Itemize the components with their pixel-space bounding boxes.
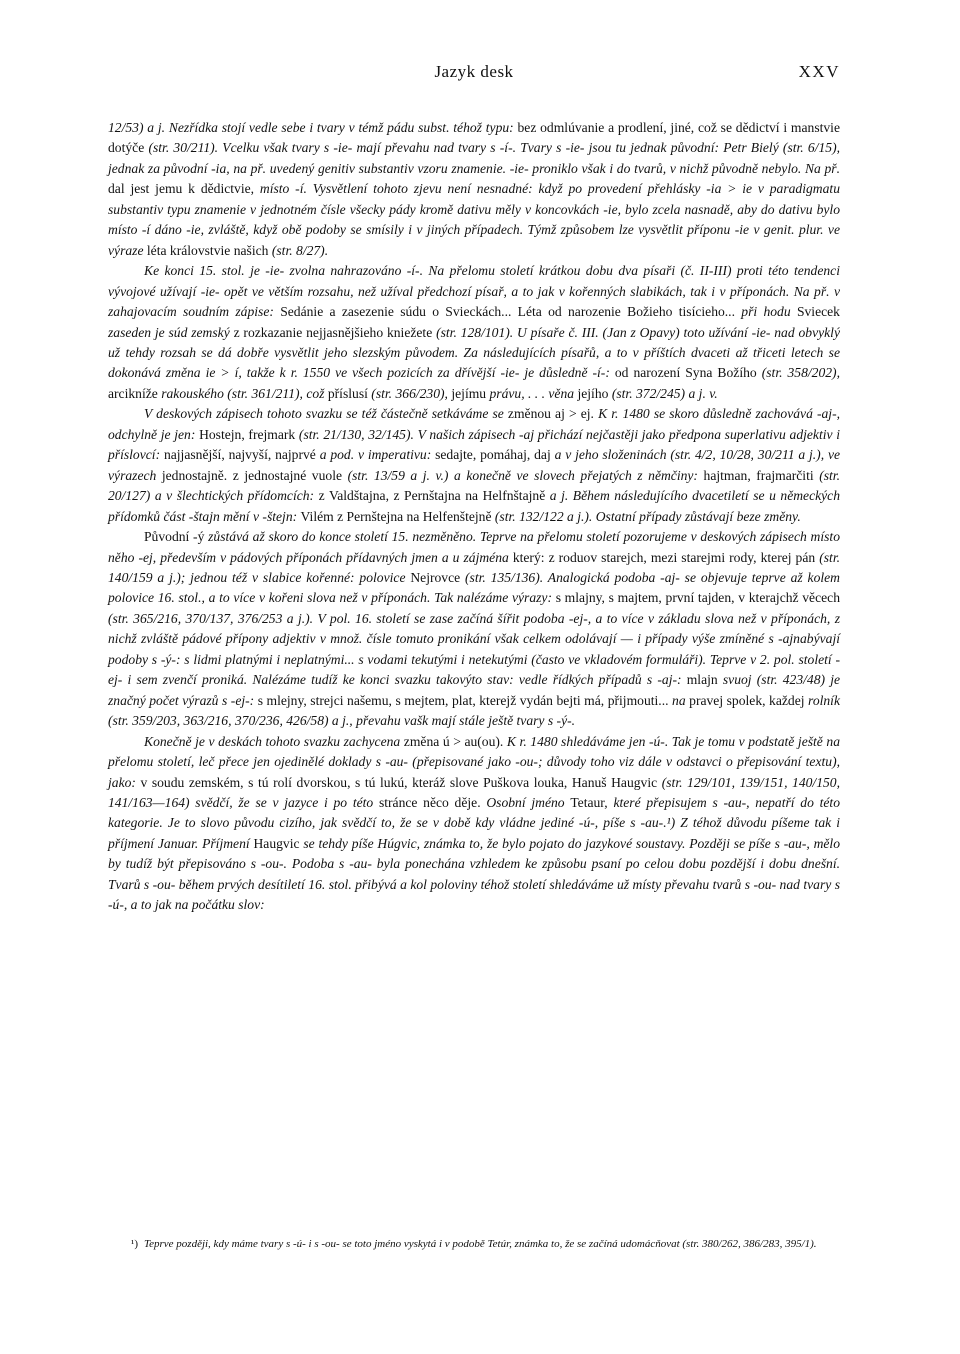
roman-text-run: Hostejn, frejmark xyxy=(199,426,299,442)
roman-text-run: z rozkazanie nejjasnějšieho kniežete xyxy=(233,324,437,340)
paragraph xyxy=(108,118,840,261)
roman-text-run: v soudu zemském, s tú rolí dvorskou, s tú lukú, kteráž slove Puškova louka, Hanuš Haugvic xyxy=(140,774,662,790)
italic-text-run: se tehdy píše Húgvic, známka to, že bylo pojato do jazykové soustavy. Později se píše s -au-, mělo by tudíž být přepisováno s -ou-. Podoba s -au- byla ponechána vzhledem ke způsobu psaní po celou dobu pozdější i dobu dnešní. Tvarů s -ou- během prvých desítiletí 16. stol. přibývá a kol poloviny téhož století shledáváme už místy převahu tvarů s -ou- nad tvary s -ú-, a to jak na počátku slov: xyxy=(108,835,841,913)
roman-text-run: hajtman, frajmarčiti xyxy=(703,467,820,483)
italic-text-run: Konečně je v deskách tohoto svazku zachycena xyxy=(144,733,404,749)
roman-text-run: pravej spolek, každej xyxy=(689,692,809,708)
roman-text-run: dal jest jemu k dědictvie, xyxy=(108,181,260,197)
italic-text-run: (str. 129/101, 139/151, 140/150, 141/163—164) svědčí, že se v jazyce i po této xyxy=(108,774,840,810)
roman-text-run: s mlajny, s majtem, první tajden, v kterajchž věcech xyxy=(555,590,840,606)
footnote xyxy=(108,1236,840,1253)
italic-text-run: při hodu xyxy=(741,304,797,320)
paragraph xyxy=(108,261,840,404)
roman-text-run: změnou aj > ej. xyxy=(507,406,599,422)
roman-text-run: stránce něco děje. xyxy=(378,794,487,810)
italic-text-run: 12/53) a j. Nezřídka stojí vedle sebe i tvary v témž pádu subst. téhož typu: xyxy=(108,120,518,135)
italic-text-run: Ke konci 15. stol. je -ie- zvolna nahrazováno -í-. Na přelomu století krátkou dobu dva písaři (č. II-III) proti této tendenci vývojové užívají -ie- opět ve větším rozsahu, než užíval předchozí písař, a to jak v kořenných slabikách, tak i v příponách. Na př. v zahajovacím soudním zápise: xyxy=(108,263,840,320)
roman-text-run: jednostajně. z jednostajné vuole xyxy=(161,467,348,483)
paragraph xyxy=(108,404,840,527)
roman-text-run: sedajte, pomáhaj, daj xyxy=(435,447,555,463)
italic-text-run: místo -í. Vysvětlení tohoto zjevu není nesnadné: když po provedení přehlásky -ia > ie v paradigmatu substantiv typu znamenie v jednotném čísle všecky pády kromě dativu měly v koncovkách -ie, bylo zcela nasnadě, aby do dativu bylo místo -í dáno -ie, zvláště, když obě podoby se smísily i v jiných případech. Týmž způsobem lze vysvětlit příponu -ie v genit. plur. ve výraze xyxy=(108,181,840,258)
italic-text-run: (str. 128/101). U písaře č. III. (Jan z Opavy) toto užívání -ie- nad obvyklý už tehdy rozsah se dá dobře vysvětlit jeho slezským původem. Za následujících písařů, a to v příštích dvaceti až třiceti letech se dokonává změna ie > í, takže k r. 1550 ve všech pozicích za dřívější -ie- je důsledně -í-: xyxy=(108,324,840,381)
footnote-text: Teprve později, kdy máme tvary s -ú- i s -ou- se toto jméno vyskytá i v podobě Tetúr, známka to, že se začíná udomácňovat (str. 380/262, 386/283, 395/1). xyxy=(144,1238,817,1250)
roman-text-run: s mlejny, strejci našemu, s mejtem, plat, kterejž vydán bejti má, přijmouti... xyxy=(257,692,673,708)
italic-text-run: zůstává až skoro do konce století 15. nezměněno. Teprve na přelomu století pozorujeme v deskových zápisech místo něho -ej, především v pádových příponách přídavných jmen a u zájména xyxy=(108,529,840,565)
italic-text-run: (str. 132/122 a j.). Ostatní případy zůstávají beze změny. xyxy=(494,508,801,524)
italic-text-run: a j. Během následujícího dvacetiletí se u německých přídomků část -štajn mění v -štejn: xyxy=(108,488,841,524)
page-header xyxy=(108,62,840,90)
running-head: Jazyk desk xyxy=(434,62,514,81)
italic-text-run: V deskových zápisech tohoto svazku se též částečně setkáváme se xyxy=(144,406,508,422)
italic-text-run: které přepisujem s -au-, nepatří do této kategorie. Je to slovo původu cizího, jak svědčí to, že se v době kdy vládne jediné -ú-, píše s -au-.¹) Z téhož důvodu píšeme tak i příjmení Januar. Příjmení xyxy=(108,794,840,851)
italic-text-run: Osobní jméno xyxy=(486,794,571,810)
italic-text-run: na xyxy=(672,692,690,708)
italic-text-run: zaseden je súd zemský xyxy=(108,324,234,340)
paragraph xyxy=(108,527,840,732)
footnote-mark: ¹) xyxy=(131,1238,138,1250)
italic-text-run: (str. 358/202), xyxy=(761,365,840,381)
italic-text-run: (str. 372/245) a j. v. xyxy=(611,385,718,401)
roman-text-run: Sedánie a zasezenie súdu o Svieckách... Léta od narozenie Božieho tisícieho... xyxy=(280,304,742,320)
italic-text-run: K r. 1480 shledáváme jen -ú-. Tak je tomu v podstatě ještě na přelomu století, leč přece jen ojedinělé doklady s -au- (přepisované jako -ou-; důvody toho viz dále v odstavci o přepisování textu), jako: xyxy=(108,733,840,790)
italic-text-run: (str. 366/230), xyxy=(371,385,452,401)
paragraph xyxy=(108,732,840,916)
roman-text-run: Původní -ý xyxy=(144,529,209,545)
roman-text-run: změna ú > au(ou). xyxy=(403,733,507,749)
italic-text-run: právu, . . . věna xyxy=(489,385,578,401)
italic-text-run: (str. 13/59 a j. v.) a konečně ve slovech přejatých z němčiny: xyxy=(347,467,704,483)
page-number: XXV xyxy=(798,62,840,81)
italic-text-run: K r. 1480 se skoro důsledně zachovává -aj-, odchylně je jen: xyxy=(108,406,841,442)
roman-text-run: příslusí xyxy=(327,385,372,401)
roman-text-run: bez odmlúvanie a prodlení, jiné, což se dědictví i manstvie dotýče xyxy=(108,120,840,156)
italic-text-run: (str. 30/211). Vcelku však tvary s -ie- mají převahu nad tvary s -í-. Tvary s -ie- jsou tu jednak původní: Petr Bielý (str. 6/15), jednak za původní -ia, na př. uvedený genitiv substantiv vzoru znamenie. -ie- proniklo však i do tvarů, v nichž původně nebylo. Na př. xyxy=(108,140,840,176)
roman-text-run: Nejrovce xyxy=(410,569,466,585)
italic-text-run: (str. 21/130, 32/145). V našich zápisech -aj přichází nejčastěji jako předpona superlativu adjektiv i příslovcí: xyxy=(108,426,841,463)
roman-text-run: mlajn xyxy=(686,672,723,688)
italic-text-run: a pod. v imperativu: xyxy=(319,447,436,463)
roman-text-run: léta královstvie našich xyxy=(146,242,272,258)
roman-text-run: z Valdštajna, z Pernštajna na Helfnštajně xyxy=(318,488,550,504)
roman-text-run: arcikníže xyxy=(108,385,162,401)
italic-text-run: rakouského (str. 361/211), což xyxy=(161,385,328,401)
roman-text-run: od narození Syna Božího xyxy=(614,365,762,381)
roman-text-run: jejího xyxy=(577,385,612,401)
roman-text-run: Sviecek xyxy=(796,304,840,320)
main-text xyxy=(108,118,840,916)
roman-text-run: jejímu xyxy=(451,385,490,401)
italic-text-run: rolník (str. 359/203, 363/216, 370/236, 426/58) a j., převahu vašk mají stále ještě tvary s -ý-. xyxy=(108,692,840,729)
roman-text-run: Haugvic xyxy=(253,835,304,851)
italic-text-run: (str. 135/136). Analogická podoba -aj- se objevuje teprve až kolem polovice 16. stol., a to více v kořeni slova než v příponách. Tak nalézáme výrazy: xyxy=(108,569,840,606)
italic-text-run: svuoj (str. 423/48) je značný počet výrazů s -ej-: xyxy=(108,672,841,708)
italic-text-run: a v jeho složeninách (str. 4/2, 10/28, 30/211 a j.), ve výrazech xyxy=(108,447,841,483)
italic-text-run: (str. 365/216, 370/137, 376/253 a j.). V pol. 16. století se zase začíná šířit podoba -ej-, a to více v základu slova než v příponách, z nichž zvláště pádové přípony adjektiv v množ. čísle tomuto pronikání však celkem odolávají — i případy výše zmíněné s -ajnabývají podoby s -ý-: s lidmi platnými i neplatnými... s vodami tekutými i netekutými (často ve vkladovém formuláři). Teprve v 2. pol. století -ej- i sem zvenčí proniká. Nalézáme tudíž ke konci svazku takovýto stav: vedle řídkých případů s -aj-: xyxy=(108,610,840,688)
roman-text-run: najjasnější, najvyší, najprvé xyxy=(163,447,320,463)
italic-text-run: (str. 20/127) a v šlechtických přídomcích: xyxy=(108,467,840,504)
roman-text-run: Vilém z Pernštejna na Helfenštejně xyxy=(300,508,495,524)
roman-text-run: který: z roduov starejch, mezi starejmi rody, kterej pán xyxy=(512,549,820,565)
roman-text-run: Tetaur, xyxy=(570,794,614,810)
italic-text-run: (str. 140/159 a j.); jednou též v slabice kořenné: polovice xyxy=(108,549,840,585)
italic-text-run: (str. 8/27). xyxy=(271,242,329,258)
